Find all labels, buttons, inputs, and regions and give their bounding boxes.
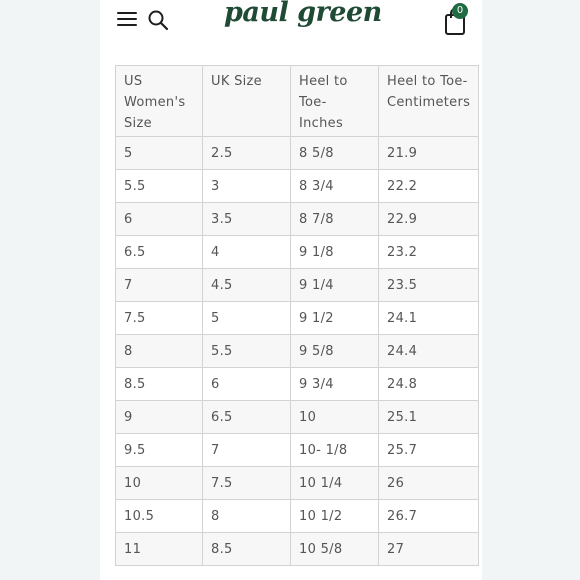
centimeters-cell: 23.2 [379, 236, 479, 269]
inches-cell: 8 3/4 [291, 170, 379, 203]
centimeters-cell: 27 [379, 533, 479, 566]
column-header-centimeters: Heel to Toe- Centimeters [379, 66, 479, 137]
uk-size-cell: 3 [203, 170, 291, 203]
cart-count-badge: 0 [452, 3, 468, 19]
us-size-cell: 6 [116, 203, 203, 236]
inches-cell: 9 5/8 [291, 335, 379, 368]
uk-size-cell: 5.5 [203, 335, 291, 368]
uk-size-cell: 4.5 [203, 269, 291, 302]
hamburger-menu-icon[interactable] [117, 10, 139, 28]
inches-cell: 10 5/8 [291, 533, 379, 566]
uk-size-cell: 5 [203, 302, 291, 335]
us-size-cell: 5.5 [116, 170, 203, 203]
column-header-inches: Heel to Toe- Inches [291, 66, 379, 137]
table-header-row [116, 66, 479, 137]
us-size-cell: 10.5 [116, 500, 203, 533]
uk-size-cell: 2.5 [203, 137, 291, 170]
column-header-uk-size: UK Size [203, 66, 291, 137]
centimeters-cell: 24.8 [379, 368, 479, 401]
us-size-cell: 11 [116, 533, 203, 566]
table-row [116, 335, 479, 368]
centimeters-cell: 22.9 [379, 203, 479, 236]
us-size-cell: 7 [116, 269, 203, 302]
column-header-us-size: US Women's Size [116, 66, 203, 137]
uk-size-cell: 7 [203, 434, 291, 467]
size-chart-page [100, 0, 482, 580]
inches-cell: 9 1/2 [291, 302, 379, 335]
inches-cell: 10- 1/8 [291, 434, 379, 467]
us-size-cell: 7.5 [116, 302, 203, 335]
inches-cell: 9 1/8 [291, 236, 379, 269]
table-row [116, 236, 479, 269]
inches-cell: 9 1/4 [291, 269, 379, 302]
us-size-cell: 5 [116, 137, 203, 170]
table-row [116, 401, 479, 434]
uk-size-cell: 3.5 [203, 203, 291, 236]
size-conversion-table [115, 65, 479, 566]
inches-cell: 8 5/8 [291, 137, 379, 170]
us-size-cell: 8 [116, 335, 203, 368]
uk-size-cell: 8.5 [203, 533, 291, 566]
inches-cell: 10 1/4 [291, 467, 379, 500]
inches-cell: 10 1/2 [291, 500, 379, 533]
centimeters-cell: 26 [379, 467, 479, 500]
us-size-cell: 8.5 [116, 368, 203, 401]
table-row [116, 269, 479, 302]
table-row [116, 533, 479, 566]
centimeters-cell: 25.7 [379, 434, 479, 467]
brand-logo[interactable]: paul green [224, 0, 382, 28]
centimeters-cell: 24.1 [379, 302, 479, 335]
inches-cell: 10 [291, 401, 379, 434]
table-row [116, 170, 479, 203]
us-size-cell: 9 [116, 401, 203, 434]
table-row [116, 434, 479, 467]
centimeters-cell: 22.2 [379, 170, 479, 203]
uk-size-cell: 6.5 [203, 401, 291, 434]
centimeters-cell: 25.1 [379, 401, 479, 434]
centimeters-cell: 26.7 [379, 500, 479, 533]
table-row [116, 368, 479, 401]
table-row [116, 203, 479, 236]
centimeters-cell: 23.5 [379, 269, 479, 302]
table-row [116, 467, 479, 500]
centimeters-cell: 21.9 [379, 137, 479, 170]
us-size-cell: 9.5 [116, 434, 203, 467]
search-icon[interactable] [147, 9, 169, 31]
site-header [100, 0, 482, 44]
uk-size-cell: 4 [203, 236, 291, 269]
centimeters-cell: 24.4 [379, 335, 479, 368]
us-size-cell: 10 [116, 467, 203, 500]
table-body [116, 137, 479, 566]
table-row [116, 500, 479, 533]
uk-size-cell: 7.5 [203, 467, 291, 500]
inches-cell: 8 7/8 [291, 203, 379, 236]
us-size-cell: 6.5 [116, 236, 203, 269]
table-row [116, 137, 479, 170]
uk-size-cell: 6 [203, 368, 291, 401]
table-row [116, 302, 479, 335]
inches-cell: 9 3/4 [291, 368, 379, 401]
uk-size-cell: 8 [203, 500, 291, 533]
